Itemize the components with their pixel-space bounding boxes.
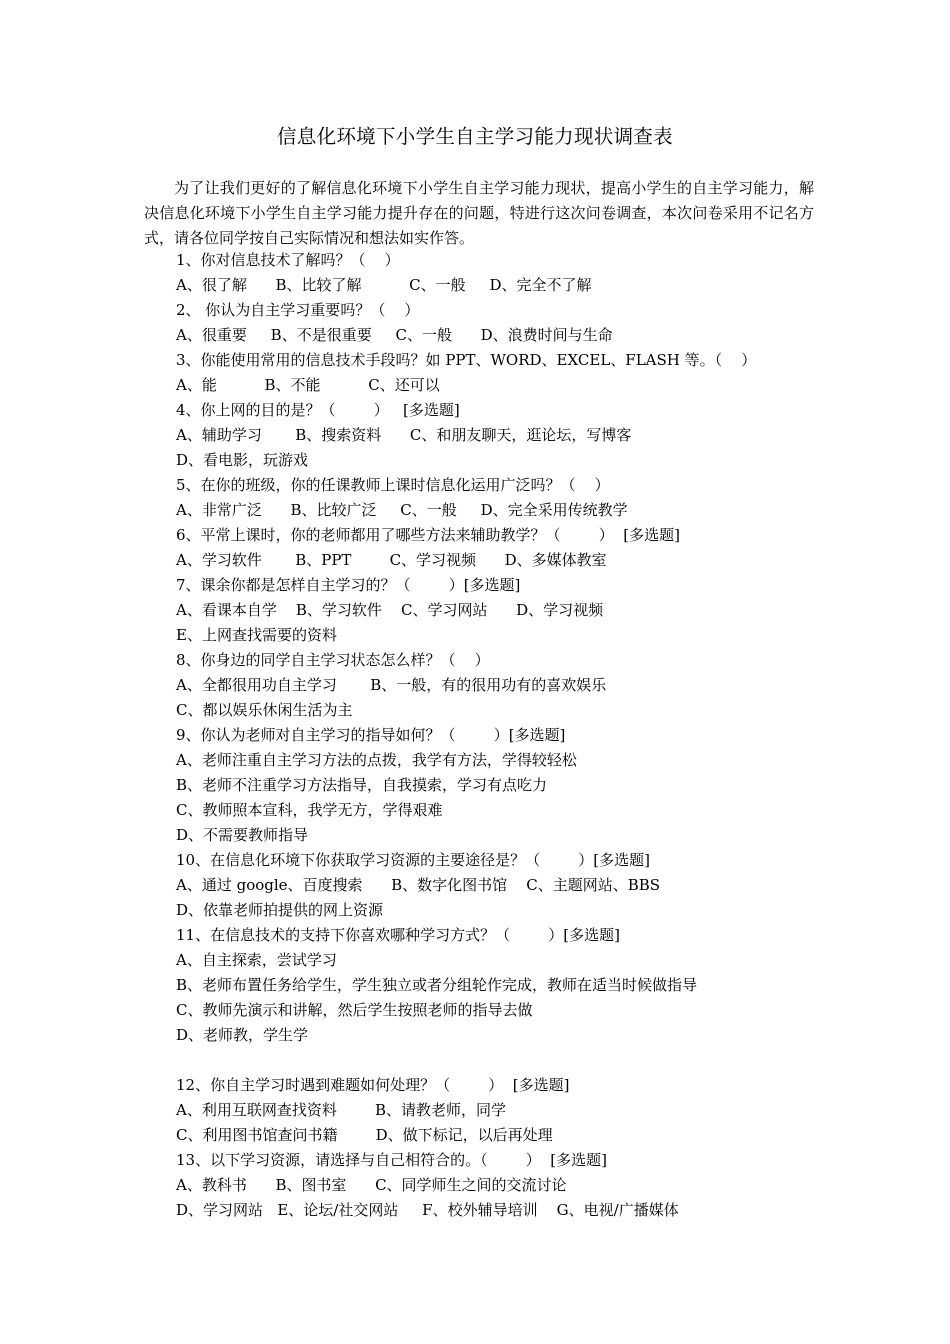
answer-options: A、自主探索，尝试学习 [176,951,337,969]
question-list [176,248,816,1223]
answer-options: A、能 B、不能 C、还可以 [176,376,440,394]
intro-paragraph: 为了让我们更好的了解信息化环境下小学生自主学习能力现状，提高小学生的自主学习能力，解决信息化环境下小学生自主学习能力提升存在的问题，特进行这次问卷调查，本次问卷采用不记名方式，请各位同学按自己实际情况和想法如实作答。 [144,179,814,247]
answer-options: E、上网查找需要的资料 [176,626,337,644]
question-text: 9、你认为老师对自主学习的指导如何？（ ）[多选题] [176,726,566,744]
question-text: 7、课余你都是怎样自主学习的？（ ）[多选题] [176,576,521,594]
question-text: 5、在你的班级，你的任课教师上课时信息化运用广泛吗？（ ） [176,476,610,494]
answer-options: C、教师照本宣科，我学无方，学得艰难 [176,801,443,819]
question-text: 10、在信息化环境下你获取学习资源的主要途径是？（ ）[多选题] [176,851,650,869]
answer-options: A、学习软件 B、PPT C、学习视频 D、多媒体教室 [176,551,607,569]
answer-options: C、都以娱乐休闲生活为主 [176,701,353,719]
question-text: 12、你自主学习时遇到难题如何处理？（ ） [多选题] [176,1076,570,1094]
answer-options: A、很重要 B、不是很重要 C、一般 D、浪费时间与生命 [176,326,613,344]
answer-options: D、学习网站 E、论坛/社交网站 F、校外辅导培训 G、电视/广播媒体 [176,1201,679,1219]
question-text: 6、平常上课时，你的老师都用了哪些方法来辅助教学？（ ） [多选题] [176,526,680,544]
answer-options: A、利用互联网查找资料 B、请教老师，同学 [176,1101,507,1119]
answer-options: C、教师先演示和讲解，然后学生按照老师的指导去做 [176,1001,533,1019]
question-text: 4、你上网的目的是？（ ） [多选题] [176,401,460,419]
question-text: 11、在信息技术的支持下你喜欢哪种学习方式？（ ）[多选题] [176,926,620,944]
answer-options: A、全都很用功自主学习 B、一般，有的很用功有的喜欢娱乐 [176,676,607,694]
answer-options: A、教科书 B、图书室 C、同学师生之间的交流讨论 [176,1176,567,1194]
answer-options: A、非常广泛 B、比较广泛 C、一般 D、完全采用传统教学 [176,501,628,519]
answer-options: D、老师教，学生学 [176,1026,309,1044]
question-text: 3、你能使用常用的信息技术手段吗？如 PPT、WORD、EXCEL、FLASH 等。（ ） [176,351,757,369]
answer-options: A、很了解 B、比较了解 C、一般 D、完全不了解 [176,276,592,294]
question-text: 13、以下学习资源，请选择与自己相符合的。（ ） [多选题] [176,1151,607,1169]
document-title: 信息化环境下小学生自主学习能力现状调查表 [276,125,673,148]
answer-options: D、依靠老师拍提供的网上资源 [176,901,384,919]
answer-options: A、老师注重自主学习方法的点拨，我学有方法，学得较轻松 [176,751,577,769]
answer-options: B、老师布置任务给学生，学生独立或者分组轮作完成，教师在适当时候做指导 [176,976,698,994]
question-text: 2、 你认为自主学习重要吗？（ ） [176,301,420,319]
answer-options: D、不需要教师指导 [176,826,309,844]
answer-options: A、看课本自学 B、学习软件 C、学习网站 D、学习视频 [176,601,604,619]
answer-options: A、辅助学习 B、搜索资料 C、和朋友聊天，逛论坛，写博客 [176,426,632,444]
answer-options: B、老师不注重学习方法指导，自我摸索，学习有点吃力 [176,776,548,794]
blank-line [176,1048,816,1073]
answer-options: C、利用图书馆查问书籍 D、做下标记，以后再处理 [176,1126,553,1144]
answer-options: A、通过 google、百度搜索 B、数字化图书馆 C、主题网站、BBS [176,876,661,894]
question-text: 1、你对信息技术了解吗？（ ） [176,251,400,269]
answer-options: D、看电影，玩游戏 [176,451,309,469]
question-text: 8、你身边的同学自主学习状态怎么样？（ ） [176,651,490,669]
